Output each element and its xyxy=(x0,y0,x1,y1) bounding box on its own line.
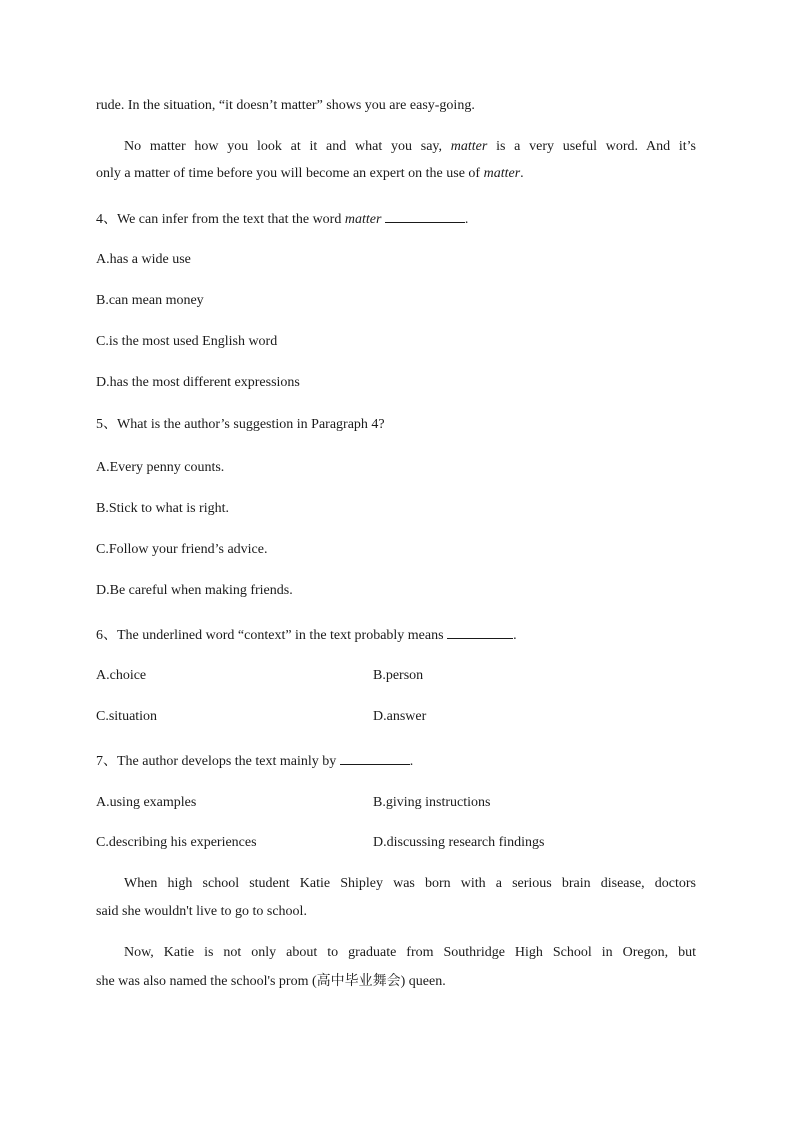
question-6-option-c: C.situation xyxy=(96,709,158,724)
question-5-option-d: D.Be careful when making friends. xyxy=(96,583,293,598)
question-7-option-a: A.using examples xyxy=(96,795,197,810)
answer-blank xyxy=(447,624,513,639)
emphasis-word: matter xyxy=(450,139,488,154)
question-7-option-d: D.discussing research findings xyxy=(373,835,545,850)
passage-line: only a matter of time before you will become an expert on the use of matter. xyxy=(96,166,524,181)
question-4-option-b: B.can mean money xyxy=(96,293,204,308)
question-4-option-a: A.has a wide use xyxy=(96,252,191,267)
question-6-option-a: A.choice xyxy=(96,668,147,683)
answer-blank xyxy=(340,750,410,765)
passage-line: Now, Katie is not only about to graduate from Southridge High School in Oregon, but xyxy=(124,945,696,960)
passage-line: No matter how you look at it and what you say, matter is a very useful word. And it’s xyxy=(124,139,696,154)
passage-line: rude. In the situation, “it doesn’t matter” shows you are easy-going. xyxy=(96,98,475,113)
question-5-option-c: C.Follow your friend’s advice. xyxy=(96,542,268,557)
question-4-option-d: D.has the most different expressions xyxy=(96,375,300,390)
question-6-option-b: B.person xyxy=(373,668,424,683)
question-6-stem: 6、The underlined word “context” in the text probably means . xyxy=(96,624,517,645)
passage-line: said she wouldn't live to go to school. xyxy=(96,904,307,919)
question-7-stem: 7、The author develops the text mainly by . xyxy=(96,750,413,771)
passage-line: When high school student Katie Shipley was born with a serious brain disease, doctors xyxy=(124,876,696,891)
question-6-option-d: D.answer xyxy=(373,709,427,724)
question-4-stem: 4、We can infer from the text that the word matter . xyxy=(96,208,468,229)
passage-line: she was also named the school's prom (高中毕业舞会) queen. xyxy=(96,974,446,989)
emphasis-word: matter xyxy=(483,166,521,181)
question-4-option-c: C.is the most used English word xyxy=(96,334,278,349)
question-5-option-b: B.Stick to what is right. xyxy=(96,501,229,516)
answer-blank xyxy=(385,208,465,223)
question-7-option-c: C.describing his experiences xyxy=(96,835,257,850)
emphasis-word: matter xyxy=(344,212,382,227)
question-5-stem: 5、What is the author’s suggestion in Paragraph 4? xyxy=(96,417,385,432)
question-5-option-a: A.Every penny counts. xyxy=(96,460,225,475)
question-7-option-b: B.giving instructions xyxy=(373,795,491,810)
